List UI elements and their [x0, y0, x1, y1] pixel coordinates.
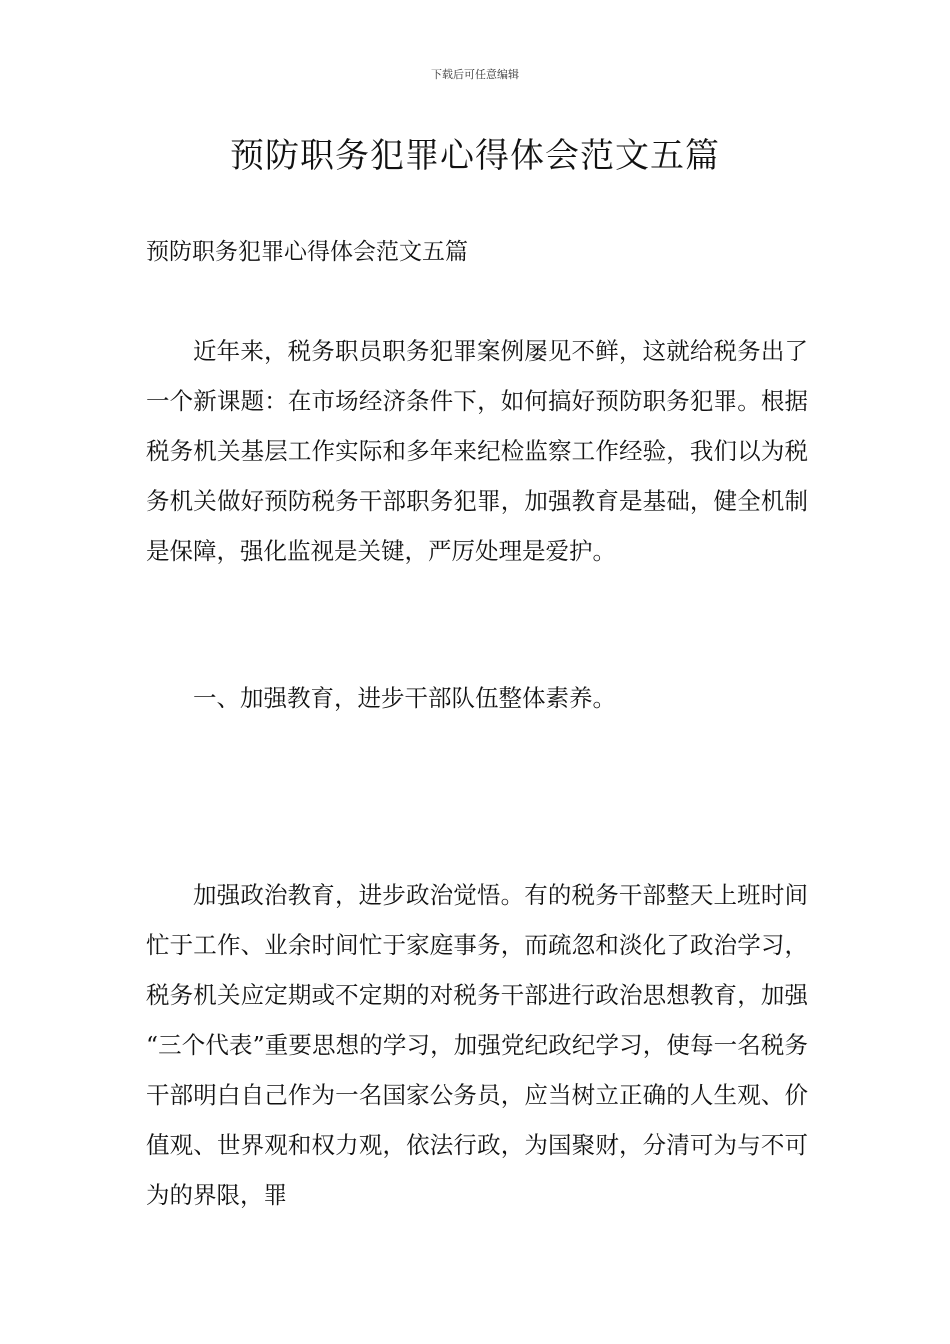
section-heading: 一、加强教育，进步干部队伍整体素养。	[193, 684, 616, 712]
paragraph-political-education: 加强政治教育，进步政治觉悟。有的税务干部整天上班时间忙于工作、业余时间忙于家庭事务，而疏忽和淡化了政治学习，税务机关应定期或不定期的对税务干部进行政治思想教育，加强 “三个代表”重要思想的学习，加强党纪政纪学习，使每一名税务干部明白自己作为一名国家公务员，应当树立正确的人生观、价值观、世界观和权力观，依法行政，为国聚财，分清可为与不可为的界限，罪	[146, 881, 808, 1209]
document-subtitle: 预防职务犯罪心得体会范文五篇	[146, 239, 468, 265]
document-title: 预防职务犯罪心得体会范文五篇	[230, 136, 720, 176]
header-note: 下载后可任意编辑	[431, 68, 519, 81]
paragraph-intro: 近年来，税务职员职务犯罪案例屡见不鲜，这就给税务出了一个新课题：在市场经济条件下，如何搞好预防职务犯罪。根据税务机关基层工作实际和多年来纪检监察工作经验，我们以为税务机关做好预防税务干部职务犯罪，加强教育是基础，健全机制是保障，强化监视是关键，严厉处理是爱护。	[146, 337, 808, 565]
